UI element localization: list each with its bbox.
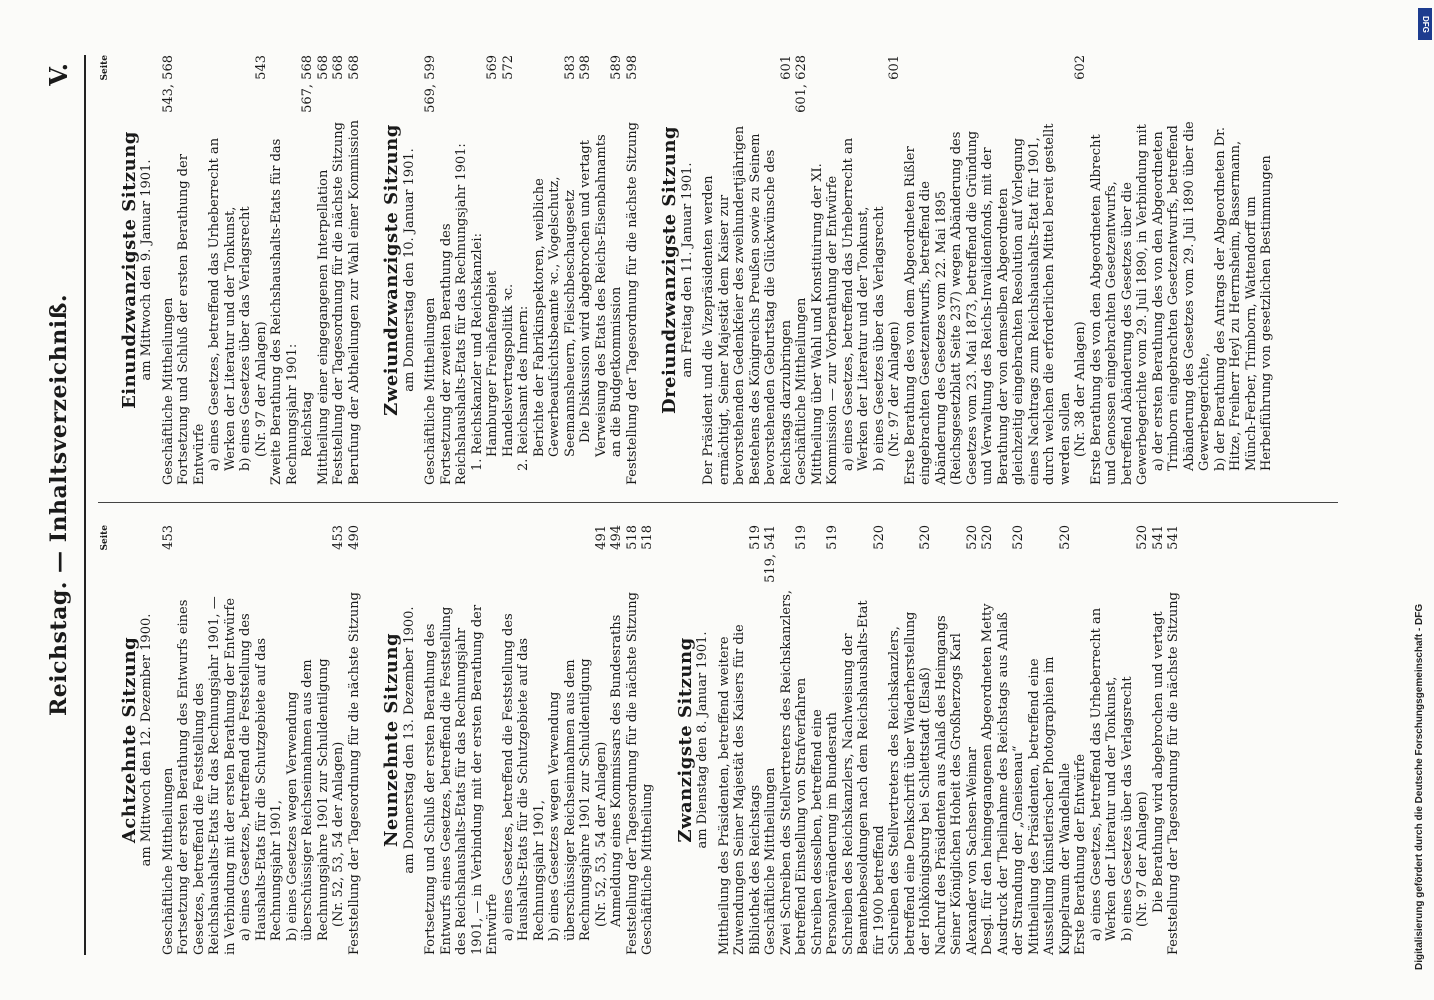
toc-entry [1213,55,1275,485]
entry-page: 568 [315,55,331,80]
entry-text: Hamburger Freihafengebiet [485,270,500,457]
entry-page: 494 [609,525,624,550]
toc-entry [903,55,1074,485]
entry-page: 543 [253,55,269,80]
entry-text: Geschäftliche Mittheilungen [794,297,809,485]
column-divider [98,502,1338,503]
entry-text: b) eines Gesetzes über das Verlagsrecht [871,206,887,471]
entry-text: Mittheilung über Wahl und Konstituirung der XI. Kommission — zur Vorberathung der Entwürfe [809,163,840,485]
toc-entry [316,55,332,485]
session-date: am Dienstag den 8. Januar 1901. [695,631,710,849]
session-gap [1275,55,1289,485]
session-gap [362,525,376,955]
entry-text: b) der Berathung des Antrags der Abgeordneten Dr. Hitze, Freiherr Heyl zu Herrnsheim, Bassermann, Münch-Ferber, Trimborn, Wattendorff um Herbeiführung von gesetzlichen Bestimmungen [1212,126,1274,471]
entry-text: Mittheilung einer eingegangenen Interpellation [315,169,331,485]
entry-text: Handelsvertragspolitik ꝛc. [500,283,516,457]
entry-text: Der Präsident und die Vizepräsidenten werden ermächtigt, Seiner Majestät dem Kaiser zur bevorstehenden Gedenkfeier des zweihundertjährigen Bestehens des Königreichs Preußen sowie zu Seinem bevorstehenden Geburtstag die Glückwünsche des Reichstags darzubringen [701,125,794,485]
entry-text: Feststellung der Tagesordnung für die nächste Sitzung [1166,592,1181,955]
entry-text: Erste Berathung des von den Abgeordneten Albrecht und Genossen eingebrachten Gesetzentwurfs, betreffend Abänderung des Gesetzes über die Gewerbegerichte vom 29. Juli 1890, in Verbindung mit [1088,124,1150,485]
credit-text: Digitalisierung gefördert durch die Deutsche Forschungsgemeinschaft - DFG [1414,603,1425,970]
entry-page: 520 [918,525,933,550]
toc-entry [841,525,888,955]
entry-page: 518 [640,525,655,550]
entry-page: 541 [1166,525,1181,550]
entry-text: (Nr. 52, 53, 54 der Anlagen) [331,741,346,927]
entry-text: Schreiben des Stellvertreters des Reichskanzlers, betreffend eine Denkschrift über Wiederherstellung der Hohkönigsburg bei Schlettstadt (Elsaß) [887,611,933,955]
entry-text: a) eines Gesetzes, betreffend das Urheberrecht an Werken der Literatur und der Tonkunst, [1088,607,1119,941]
entry-page: 601 [887,55,902,80]
toc-entry [578,55,594,485]
toc-entry [980,525,996,955]
entry-text: Schreiben des Reichskanzlers, Nachweisung der Beamtenbesoldungen nach dem Reichshaushalts-Etat für 1900 betreffend [840,600,887,955]
session-date: am Donnerstag den 13. Dezember 1900. [401,606,417,874]
entry-text: b) eines Gesetzes wegen Verwendung überschüssiger Reichseinnahmen aus dem Rechnungsjahre 1901 zur Schuldentilgung [284,658,331,941]
entry-text: (Nr. 97 der Anlagen) [253,321,269,457]
toc-entry [1120,525,1136,955]
entry-text: Berufung der Abtheilungen zur Wahl einer Kommission [346,120,362,485]
entry-text: Geschäftliche Mittheilungen [160,767,176,955]
toc-entry [996,525,1027,955]
entry-text: 1. Reichskanzler und Reichskanzlei: [469,233,485,471]
entry-page: 519 [794,525,809,550]
session-title: Neunzehnte Sitzung [381,632,402,848]
toc-entry [161,55,177,485]
entry-text: b) eines Gesetzes wegen Verwendung überschüssiger Reichseinnahmen aus dem Rechnungsjahre 1901 zur Schuldentilgung [547,658,593,941]
toc-entry [763,525,779,955]
entry-text: a) der ersten Berathung des von den Abgeordneten Trimborn eingebrachten Gesetzentwurfs, betreffend Abänderung des Gesetzes vom 29. Juli 1890 über die Gewerbegerichte, [1150,121,1212,471]
entry-text: Berichte der Fabrikinspektoren, weibliche Gewerbeaufsichtsbeamte ꝛc., Vogelschutz, Seemannsheuern, Fleischbeschaugesetz [531,176,578,457]
toc-entry [485,55,501,485]
entry-page: 520 [1135,525,1150,550]
toc-entry [501,55,517,485]
toc-entry [161,525,177,955]
entry-page: 518 [624,525,640,550]
toc-entry [887,55,903,485]
toc-entry [331,525,347,955]
entry-text: Nachruf des Präsidenten aus Anlaß des Heimgangs Seiner Königlichen Hoheit des Großherzogs Karl Alexander von Sachsen-Weimar [933,615,980,955]
toc-entry [176,55,207,485]
entry-page: 583 [562,55,578,80]
entry-text: Geschäftliche Mittheilungen [160,297,176,485]
toc-entry [1027,525,1074,955]
seite-label-right: Seite [100,55,110,81]
toc-entry [1151,525,1167,955]
entry-page: 520 [980,525,995,550]
toc-entry [516,55,532,485]
toc-entry [1151,55,1213,485]
entry-page: 589 [609,55,624,80]
running-header [40,55,80,955]
header-rule [84,55,86,955]
entry-page: 519 [747,525,763,550]
left-column [98,525,1358,955]
entry-page: 520 [1057,525,1073,550]
entry-text: Anmeldung eines Kommissars des Bundesraths [609,614,624,927]
toc-entry [300,55,316,485]
entry-page: 568 [346,55,362,80]
toc-entry [934,525,981,955]
entry-text: Reichstag [300,391,315,457]
entry-text: Geschäftliche Mittheilungen [763,767,778,955]
entry-page: 601 [778,55,794,80]
rotated-document [40,55,1370,955]
session-gap [362,55,376,485]
entry-page: 543, 568 [160,55,176,113]
toc-entry [470,55,486,485]
digitization-credit [1414,10,1430,970]
entry-page: 520 [871,525,887,550]
dfg-logo: DFG [1418,8,1432,40]
toc-entry [285,525,332,955]
entry-page: 453 [160,525,176,550]
toc-entry [1135,525,1151,955]
entry-text: Erste Berathung der Entwürfe [1073,753,1088,955]
toc-entry [810,55,841,485]
toc-entry [1166,525,1182,955]
entry-text: 2. Reichsamt des Innern: [516,305,531,471]
toc-entry [423,525,501,955]
session-date: am Mittwoch den 12. Dezember 1900. [139,613,154,867]
toc-entry [1089,55,1151,485]
toc-entry [347,55,363,485]
entry-page: 568 [331,55,346,80]
session-title: Einundzwanzigste Sitzung [118,131,140,409]
page-numeral: V. [44,63,73,86]
session-gap [656,525,670,955]
toc-entry [238,525,285,955]
entry-text: Mittheilung des Präsidenten, betreffend eine Ausstellung künstlerischer Photographien im Kuppelraum der Wandelhalle [1026,656,1073,955]
entry-text: (Nr. 97 der Anlagen) [1135,791,1150,927]
entry-page: 541 [1150,525,1166,550]
entry-text: Erste Berathung des von dem Abgeordneten Rißler eingebrachten Gesetzentwurfs, betreffend die Abänderung des Gesetzes vom 22. Mai 1895 (Reichsgesetzblatt Seite 237) wegen Abänderung des Gesetzes vom 23. Mai 1873, betreffend die Gründung und Verwaltung des Reichs-Invalidenfonds, mit der Berathung der von demselben Abgeordneten gleichzeitig eingebrachten Resolution auf Vorlegung eines Nachtrags zum Reichshaushalts-Etat für 1901, durch welchen die erforderlichen Mittel bereit gestellt werden sollen [902,123,1073,485]
session-title: Dreiundzwanzigste Sitzung [659,125,680,415]
entry-text: b) eines Gesetzes über das Verlagsrecht [1119,676,1135,941]
entry-text: Schreiben desselben, betreffend eine Personalveränderung im Bundesrath [809,709,840,955]
entry-text: Verweisung des Etats des Reichs-Eisenbahnamts an die Budgetkommission [593,134,624,457]
entry-page: 490 [346,525,362,550]
entry-text: a) eines Gesetzes, betreffend das Urheberrecht an Werken der Literatur und der Tonkunst, [840,137,871,471]
entry-text: Fortsetzung der zweiten Berathung des Reichshaushalts-Etats für das Rechnungsjahr 1901: [438,143,469,485]
entry-page: 598 [578,55,593,80]
seite-label-left: Seite [100,525,110,551]
toc-entry [872,55,888,485]
entry-text: Mittheilung des Präsidenten, betreffend weitere Zuwendungen Seiner Majestät des Kaisers für die Bibliothek des Reichstags [716,624,763,955]
entry-text: (Nr. 97 der Anlagen) [887,321,902,457]
entry-page: 569 [485,55,500,80]
toc-entry [501,525,548,955]
toc-entry [810,525,841,955]
session-gap [640,55,654,485]
entry-page: 569, 599 [423,55,438,113]
header-title: Reichstag. — Inhaltsverzeichniß. [46,294,72,716]
entry-page: 602 [1073,55,1088,80]
toc-entry [640,525,656,955]
session-date: am Freitag den 11. Januar 1901. [679,162,695,378]
session-title: Achtzehnte Sitzung [118,636,140,844]
toc-entry [701,55,794,485]
entry-page: 572 [500,55,516,80]
toc-entry [625,55,641,485]
toc-entry [609,525,625,955]
entry-text: Desgl. für den heimgegangenen Abgeordneten Metty [980,603,995,955]
session-gap [1182,525,1196,955]
toc-entry [331,55,347,485]
entry-text: Zweite Berathung des Reichshaushalts-Etats für das Rechnungsjahr 1901: [269,138,300,485]
toc-entry [887,525,934,955]
entry-page: 598 [624,55,640,80]
toc-entry [176,525,238,955]
toc-entry [1073,525,1089,955]
entry-text: Feststellung der Tagesordnung für die nächste Sitzung [624,592,640,955]
entry-page: 519, 541 [763,525,778,583]
toc-entry [594,525,610,955]
toc-entry [1089,525,1120,955]
entry-page: 601, 628 [794,55,809,113]
entry-text: Die Berathung wird abgebrochen und vertagt [1150,611,1166,913]
entry-page: 491 [593,525,609,550]
entry-text: a) eines Gesetzes, betreffend die Feststellung des Haushalts-Etats für die Schutzgebiete auf das Rechnungsjahr 1901, [238,613,284,941]
entry-text: Fortsetzung und Schluß der ersten Berathung der Entwürfe [176,154,207,485]
entry-text: (Nr. 38 der Anlagen) [1073,321,1088,457]
entry-page: 520 [1011,525,1026,550]
entry-text: b) eines Gesetzes über das Verlagsrecht [238,206,253,471]
entry-text: Zwei Schreiben des Stellvertreters des Reichskanzlers, betreffend Einstellung von Strafverfahren [778,589,809,955]
entry-page: 567, 568 [300,55,315,113]
session-date: am Donnerstag den 10. Januar 1901. [401,148,417,392]
entry-text: a) eines Gesetzes, betreffend das Urheberrecht an Werken der Literatur und der Tonkunst, [207,137,238,471]
entry-text: Feststellung der Tagesordnung für die nächste Sitzung [331,122,346,485]
entry-text: Geschäftliche Mittheilung [640,783,655,955]
session-title: Zwanzigste Sitzung [674,637,696,843]
entry-text: (Nr. 52, 53, 54 der Anlagen) [593,741,609,927]
entry-page: 520 [964,525,980,550]
toc-entry [423,55,439,485]
entry-text: Fortsetzung der ersten Berathung des Entwurfs eines Gesetzes, betreffend die Feststellung des Reichshaushalts-Etats für das Rechnungsjahr 1901, — in Verbindung mit der ersten Berathung der Entwürfe [176,596,238,955]
entry-text: Feststellung der Tagesordnung für die nächste Sitzung [346,592,362,955]
toc-entry [625,525,641,955]
entry-text: Die Diskussion wird abgebrochen und vertagt [578,140,593,443]
toc-entry [594,55,625,485]
entry-text: Ausdruck der Theilnahme des Reichstags aus Anlaß der Strandung der „Gneisenau“ [995,612,1026,955]
entry-text: Geschäftliche Mittheilungen [423,297,438,485]
toc-entry [547,525,594,955]
entry-text: Fortsetzung und Schluß der ersten Berathung des Entwurfs eines Gesetzes, betreffend die Feststellung des Reichshaushalts-Etats für das Rechnungsjahr 1901, — in Verbindung mit der ersten Berathung der Entwürfe [423,604,500,955]
entry-page: 453 [331,525,346,550]
session-title: Zweiundzwanzigste Sitzung [381,124,402,416]
toc-entry [207,55,238,485]
toc-entry [794,55,810,485]
toc-entry [532,55,579,485]
toc-entry [717,525,764,955]
toc-entry [841,55,872,485]
toc-entry [238,55,254,485]
toc-entry [779,525,810,955]
toc-entry [1073,55,1089,485]
right-column [98,55,1358,485]
toc-entry [347,525,363,955]
entry-text: a) eines Gesetzes, betreffend die Feststellung des Haushalts-Etats für die Schutzgebiete auf das Rechnungsjahr 1901, [500,613,547,941]
toc-entry [254,55,270,485]
toc-entry [269,55,300,485]
session-date: am Mittwoch den 9. Januar 1901. [139,159,154,381]
entry-text: Feststellung der Tagesordnung für die nächste Sitzung [624,122,640,485]
toc-entry [439,55,470,485]
entry-page: 519 [825,525,840,550]
